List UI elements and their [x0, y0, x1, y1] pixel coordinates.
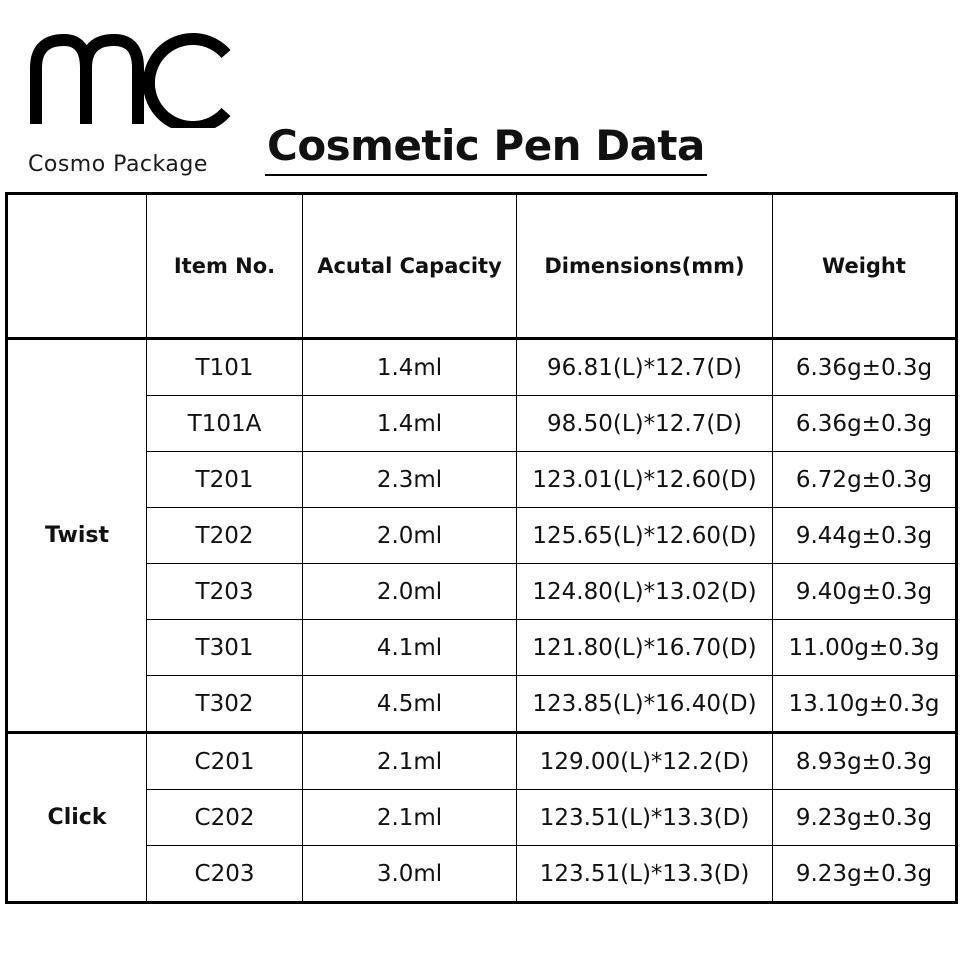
- dimensions-cell: 123.85(L)*16.40(D): [517, 676, 773, 733]
- table-row: [7, 508, 957, 564]
- mc-monogram-logo: [28, 28, 240, 128]
- weight-cell: 9.23g±0.3g: [773, 790, 957, 846]
- table-row: [7, 564, 957, 620]
- item-no-cell: T201: [147, 452, 303, 508]
- table-row: [7, 733, 957, 790]
- weight-cell: 13.10g±0.3g: [773, 676, 957, 733]
- header-capacity: Acutal Capacity: [303, 194, 517, 339]
- dimensions-cell: 123.01(L)*12.60(D): [517, 452, 773, 508]
- dimensions-cell: 98.50(L)*12.7(D): [517, 396, 773, 452]
- item-no-cell: T301: [147, 620, 303, 676]
- header-weight: Weight: [773, 194, 957, 339]
- item-no-cell: T302: [147, 676, 303, 733]
- dimensions-cell: 129.00(L)*12.2(D): [517, 733, 773, 790]
- table-header-row: [7, 194, 957, 339]
- table-row: [7, 620, 957, 676]
- weight-cell: 6.72g±0.3g: [773, 452, 957, 508]
- capacity-cell: 2.0ml: [303, 508, 517, 564]
- table-row: [7, 790, 957, 846]
- capacity-cell: 1.4ml: [303, 339, 517, 396]
- group-label-click: Click: [7, 733, 147, 903]
- group-label-twist: Twist: [7, 339, 147, 733]
- dimensions-cell: 124.80(L)*13.02(D): [517, 564, 773, 620]
- dimensions-cell: 123.51(L)*13.3(D): [517, 790, 773, 846]
- weight-cell: 6.36g±0.3g: [773, 396, 957, 452]
- item-no-cell: C201: [147, 733, 303, 790]
- weight-cell: 9.40g±0.3g: [773, 564, 957, 620]
- item-no-cell: T101A: [147, 396, 303, 452]
- header-group: [7, 194, 147, 339]
- page-title: Cosmetic Pen Data: [265, 118, 707, 176]
- weight-cell: 6.36g±0.3g: [773, 339, 957, 396]
- capacity-cell: 3.0ml: [303, 846, 517, 903]
- item-no-cell: C203: [147, 846, 303, 903]
- capacity-cell: 2.1ml: [303, 733, 517, 790]
- table-row: [7, 676, 957, 733]
- item-no-cell: T101: [147, 339, 303, 396]
- table-row: [7, 339, 957, 396]
- weight-cell: 9.44g±0.3g: [773, 508, 957, 564]
- table-row: [7, 452, 957, 508]
- capacity-cell: 2.1ml: [303, 790, 517, 846]
- dimensions-cell: 96.81(L)*12.7(D): [517, 339, 773, 396]
- capacity-cell: 2.3ml: [303, 452, 517, 508]
- weight-cell: 8.93g±0.3g: [773, 733, 957, 790]
- dimensions-cell: 123.51(L)*13.3(D): [517, 846, 773, 903]
- pen-data-table: [5, 192, 958, 904]
- logo-tagline: Cosmo Package: [28, 152, 208, 177]
- dimensions-cell: 125.65(L)*12.60(D): [517, 508, 773, 564]
- header-item-no: Item No.: [147, 194, 303, 339]
- weight-cell: 9.23g±0.3g: [773, 846, 957, 903]
- weight-cell: 11.00g±0.3g: [773, 620, 957, 676]
- table-row: [7, 846, 957, 903]
- capacity-cell: 4.1ml: [303, 620, 517, 676]
- item-no-cell: T202: [147, 508, 303, 564]
- capacity-cell: 2.0ml: [303, 564, 517, 620]
- table-row: [7, 396, 957, 452]
- item-no-cell: T203: [147, 564, 303, 620]
- brand-logo: [28, 28, 240, 177]
- capacity-cell: 4.5ml: [303, 676, 517, 733]
- item-no-cell: C202: [147, 790, 303, 846]
- capacity-cell: 1.4ml: [303, 396, 517, 452]
- header-dimensions: Dimensions(mm): [517, 194, 773, 339]
- dimensions-cell: 121.80(L)*16.70(D): [517, 620, 773, 676]
